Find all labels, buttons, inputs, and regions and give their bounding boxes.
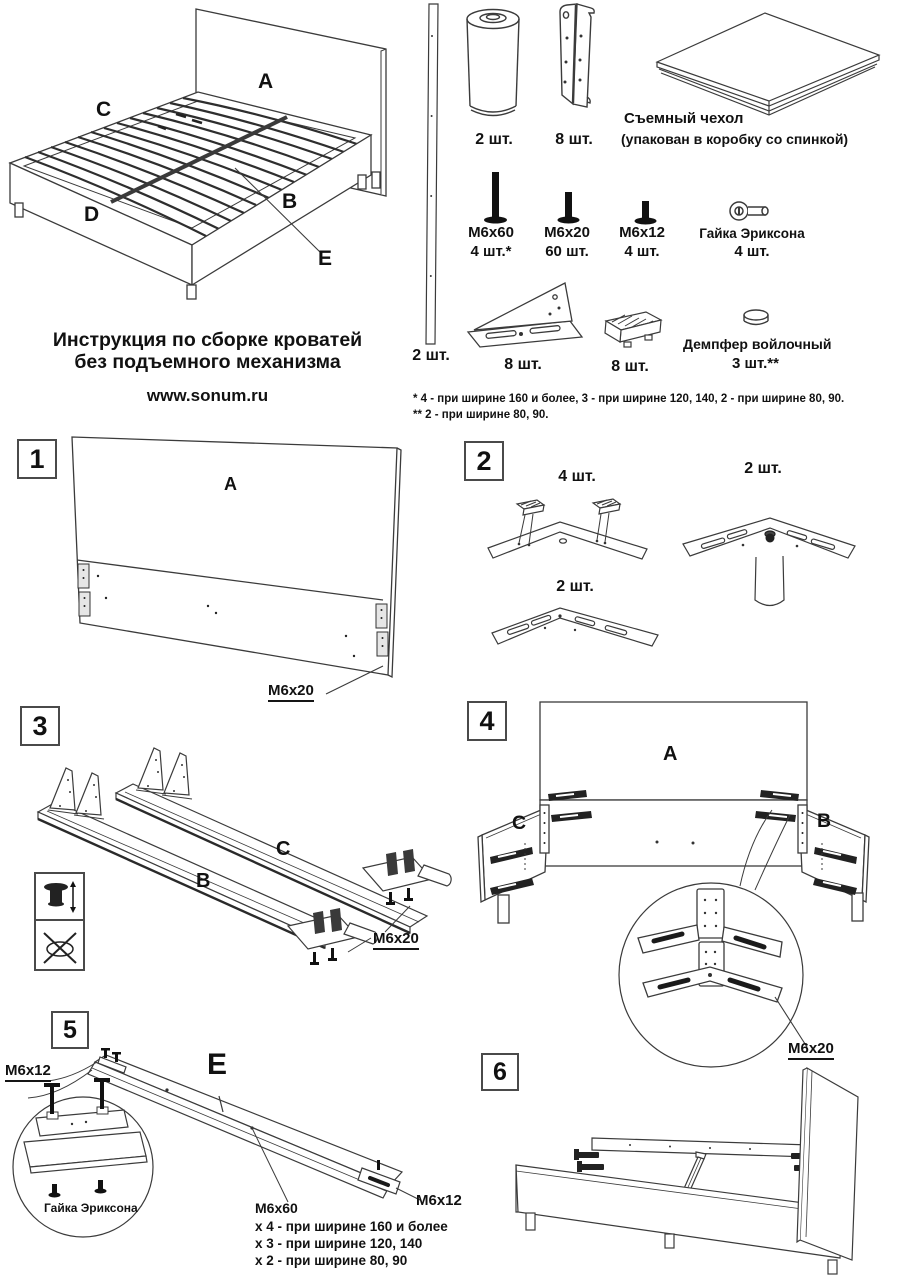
page-title <box>35 329 380 374</box>
bolt-m6x20-icon <box>556 187 582 226</box>
center-rail-part-illustration <box>415 0 461 350</box>
step-5-label-e: E <box>207 1048 228 1081</box>
bolt-m6x12-name: M6x12 <box>619 224 665 241</box>
overview-label-headboard: A <box>258 70 274 93</box>
bolt-m6x20-qty: 60 шт. <box>545 243 589 260</box>
damper-name: Демпфер войлочный <box>683 336 832 352</box>
overview-label-side-b: B <box>282 190 298 213</box>
bolt-m6x60-name: M6x60 <box>468 224 514 241</box>
overview-label-side-c: C <box>96 98 112 121</box>
title-line2: без подъемного механизма <box>74 351 341 374</box>
step-2-number: 2 <box>464 441 504 481</box>
center-rail-qty: 2 шт. <box>412 347 450 364</box>
overview-label-foot-d: D <box>84 203 100 226</box>
step-2-qty-leg-plate: 2 шт. <box>744 460 782 477</box>
step-5-m6x60-label: M6x60 <box>255 1200 298 1216</box>
step-4-illustration <box>460 695 900 1075</box>
slat-block-qty: 8 шт. <box>611 358 649 375</box>
bolt-m6x60-icon <box>483 170 509 226</box>
hand-tighten-allowed-box <box>34 872 85 924</box>
step-2-illustration <box>475 488 885 673</box>
no-tool-forbidden-box <box>34 919 85 971</box>
step-3-label-b: B <box>196 870 211 892</box>
step-5-number: 5 <box>51 1011 89 1049</box>
step-4-bolt-label: M6x20 <box>788 1040 834 1060</box>
erikson-nut-icon <box>727 199 775 223</box>
step-2-qty-blocks: 4 шт. <box>558 468 596 485</box>
bolt-m6x20-name: M6x20 <box>544 224 590 241</box>
cover-part-illustration <box>645 5 890 117</box>
step-4-label-a: A <box>663 743 678 765</box>
bed-overview-illustration <box>0 0 410 356</box>
leg-screw-icon <box>38 876 82 920</box>
step-5-note-3: x 2 - при ширине 80, 90 <box>255 1253 408 1268</box>
angle-bracket-part-illustration <box>547 0 605 120</box>
step-4-label-b: B <box>817 810 832 832</box>
bolt-m6x12-icon <box>633 192 659 226</box>
step-6-illustration <box>460 1058 900 1280</box>
step-3-number: 3 <box>20 706 60 746</box>
step-5-note-2: x 3 - при ширине 120, 140 <box>255 1236 423 1251</box>
leg-part-illustration <box>463 4 523 126</box>
corner-plate-part-illustration <box>462 275 590 347</box>
angle-bracket-qty: 8 шт. <box>555 131 593 148</box>
corner-plate-qty: 8 шт. <box>504 356 542 373</box>
step-4-label-c: C <box>512 812 527 834</box>
title-line1: Инструкция по сборке кроватей <box>52 329 363 351</box>
step-3-label-c: C <box>276 838 291 860</box>
overview-label-rail-e: E <box>318 247 333 270</box>
bolt-m6x60-qty: 4 шт.* <box>470 243 512 260</box>
step-3-bolt-label: M6x20 <box>373 930 419 950</box>
slat-block-part-illustration <box>600 303 668 351</box>
step-5-bolt-left-label: M6x12 <box>5 1062 51 1082</box>
crossed-out-icon <box>38 923 82 967</box>
step-5-bolt-right-label: M6x12 <box>416 1192 462 1209</box>
cover-note: (упакован в коробку со спинкой) <box>621 131 849 147</box>
bolt-m6x12-qty: 4 шт. <box>624 243 660 260</box>
step-6-number: 6 <box>481 1053 519 1091</box>
cover-name: Съемный чехол <box>624 110 744 127</box>
step-5-nut-label: Гайка Эриксона <box>44 1201 138 1215</box>
erikson-nut-qty: 4 шт. <box>734 243 770 260</box>
step-4-number: 4 <box>467 701 507 741</box>
step-1-bolt-label: M6x20 <box>268 682 314 702</box>
website-url: www.sonum.ru <box>146 386 269 405</box>
step-5-note-1: x 4 - при ширине 160 и более <box>255 1219 448 1234</box>
damper-qty: 3 шт.** <box>732 355 779 372</box>
step-2-qty-plain-plate: 2 шт. <box>556 578 594 595</box>
erikson-nut-name: Гайка Эриксона <box>699 226 805 241</box>
footnote-1: * 4 - при ширине 160 и более, 3 - при ширине 120, 140, 2 - при ширине 80, 90. <box>413 393 845 405</box>
step-1-illustration <box>58 426 408 706</box>
leg-qty: 2 шт. <box>475 131 513 148</box>
felt-damper-icon <box>737 306 775 332</box>
step-1-label-a: A <box>224 474 237 494</box>
footnote-2: ** 2 - при ширине 80, 90. <box>413 409 549 421</box>
step-1-number: 1 <box>17 439 57 479</box>
